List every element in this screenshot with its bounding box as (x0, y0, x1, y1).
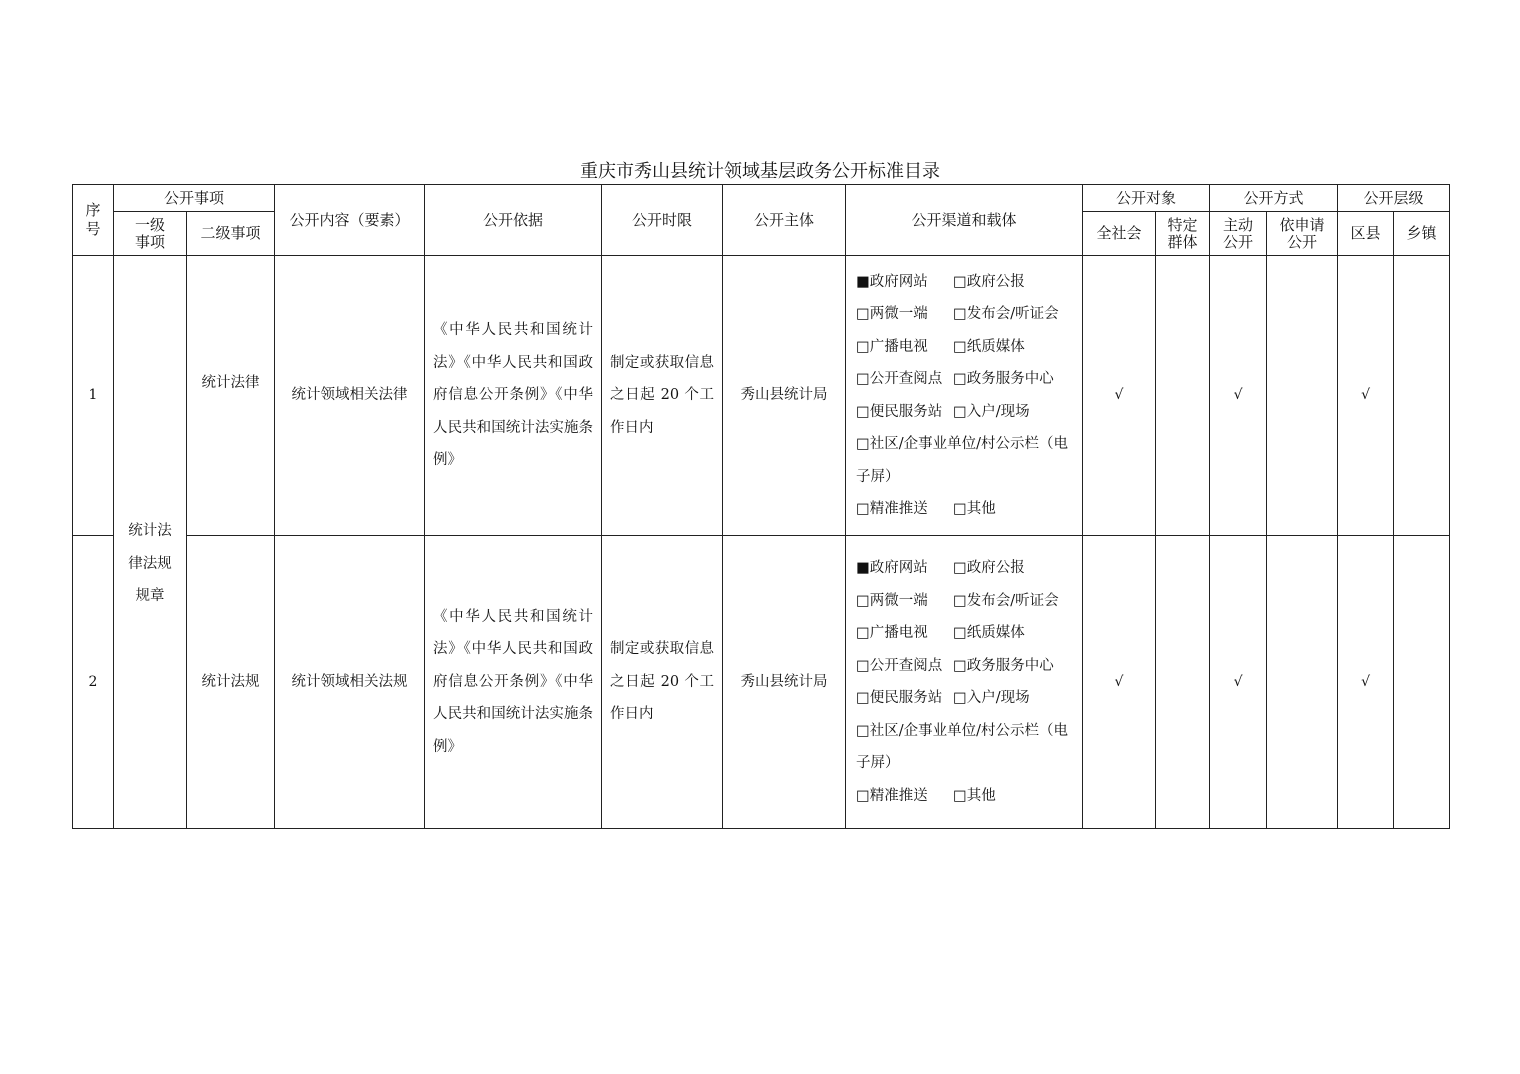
header-basis: 公开依据 (425, 185, 602, 256)
header-items-group: 公开事项 (114, 185, 275, 212)
time-limit-item: 制定或获取信息之日起 20 个工作日内 (602, 536, 723, 829)
basis-item: 《中华人民共和国统计法》《中华人民共和国政府信息公开条例》《中华人民共和国统计法实施条例》 (425, 256, 602, 536)
row-seq: 1 (73, 256, 114, 536)
channel-option-row (856, 428, 1072, 493)
channel-option-row (856, 396, 1072, 429)
subject-item: 秀山县统计局 (723, 256, 846, 536)
page-title: 重庆市秀山县统计领域基层政务公开标准目录 (580, 161, 940, 182)
channel-option: □纸质媒体 (953, 625, 1025, 641)
mode-request-check (1267, 536, 1338, 829)
table-row (73, 256, 1450, 536)
header-channels: 公开渠道和载体 (846, 185, 1083, 256)
target-all-check: √ (1083, 536, 1156, 829)
channel-option: ■政府网站 (856, 273, 928, 290)
header-content: 公开内容（要素） (275, 185, 425, 256)
channel-option: □入户/现场 (953, 403, 1030, 420)
table-row (73, 536, 1450, 829)
header-subject: 公开主体 (723, 185, 846, 256)
time-limit-item: 制定或获取信息之日起 20 个工作日内 (602, 256, 723, 536)
channel-option-row (856, 715, 1072, 780)
channel-option: □便民服务站 (856, 690, 943, 706)
channel-option: □公开查阅点 (856, 657, 943, 674)
target-specific-check (1156, 256, 1210, 536)
channel-option: □便民服务站 (856, 403, 943, 420)
channel-option-row (856, 363, 1072, 396)
mode-active-check: √ (1210, 256, 1267, 536)
channel-option-row (856, 266, 1072, 299)
channels-item (846, 256, 1083, 536)
channel-option: □两微一端 (856, 306, 928, 322)
channel-option-row (856, 585, 1072, 618)
channel-option-row (856, 493, 1072, 526)
header-level2: 二级事项 (187, 212, 275, 256)
channel-option: □政务服务中心 (953, 657, 1054, 674)
header-level-county: 区县 (1338, 212, 1394, 256)
channel-option: □纸质媒体 (953, 338, 1025, 355)
header-target-specific: 特定群体 (1156, 212, 1210, 256)
channel-option: □发布会/听证会 (953, 306, 1059, 322)
level1-item: 统计法律法规规章 (114, 256, 187, 829)
channel-option-row (856, 617, 1072, 650)
content-item: 统计领域相关法律 (275, 256, 425, 536)
header-level1: 一级事项 (114, 212, 187, 256)
channel-option: □两微一端 (856, 592, 928, 609)
level-county-check: √ (1338, 536, 1394, 829)
subject-item: 秀山县统计局 (723, 536, 846, 829)
channel-option-row (856, 650, 1072, 683)
channel-option: □社区/企事业单位/村公示栏（电子屏） (856, 436, 1068, 485)
channel-option-row (856, 780, 1072, 813)
channel-option: □政务服务中心 (953, 371, 1054, 387)
channel-option: □广播电视 (856, 338, 928, 355)
content-item: 统计领域相关法规 (275, 536, 425, 829)
level2-item: 统计法规 (187, 536, 275, 829)
header-time-limit: 公开时限 (602, 185, 723, 256)
channel-option: □公开查阅点 (856, 371, 943, 387)
channel-option: □精准推送 (856, 501, 928, 517)
level-town-check (1394, 536, 1450, 829)
channel-option-row (856, 682, 1072, 715)
channel-option: □其他 (953, 787, 996, 804)
channel-option: □精准推送 (856, 787, 928, 804)
channel-option: □社区/企事业单位/村公示栏（电子屏） (856, 722, 1068, 771)
channel-option-row (856, 298, 1072, 331)
header-target-group: 公开对象 (1083, 185, 1210, 212)
basis-item: 《中华人民共和国统计法》《中华人民共和国政府信息公开条例》《中华人民共和国统计法实施条例》 (425, 536, 602, 829)
channels-item (846, 536, 1083, 829)
target-all-check: √ (1083, 256, 1156, 536)
header-level-group: 公开层级 (1338, 185, 1450, 212)
mode-request-check (1267, 256, 1338, 536)
header-seq: 序号 (73, 185, 114, 256)
channel-option: □政府公报 (953, 560, 1025, 576)
channel-option: ■政府网站 (856, 560, 928, 576)
header-level-town: 乡镇 (1394, 212, 1450, 256)
header-target-all: 全社会 (1083, 212, 1156, 256)
channel-option: □入户/现场 (953, 690, 1030, 706)
channel-option: □发布会/听证会 (953, 592, 1059, 609)
channel-option-row (856, 552, 1072, 585)
row-seq: 2 (73, 536, 114, 829)
channel-option-row (856, 331, 1072, 364)
level2-item: 统计法律 (187, 256, 275, 536)
header-mode-request: 依申请公开 (1267, 212, 1338, 256)
header-mode-group: 公开方式 (1210, 185, 1338, 212)
header-mode-active: 主动公开 (1210, 212, 1267, 256)
channel-option: □其他 (953, 501, 996, 517)
mode-active-check: √ (1210, 536, 1267, 829)
channel-option: □广播电视 (856, 625, 928, 641)
level-town-check (1394, 256, 1450, 536)
catalog-table (72, 184, 1450, 829)
target-specific-check (1156, 536, 1210, 829)
channel-option: □政府公报 (953, 273, 1025, 290)
level-county-check: √ (1338, 256, 1394, 536)
